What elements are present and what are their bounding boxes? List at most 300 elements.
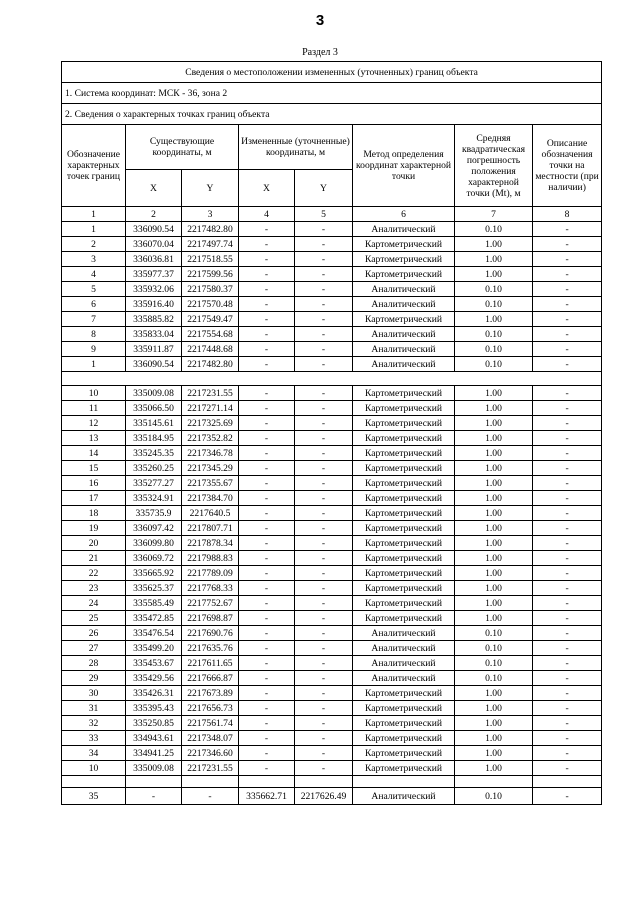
existing-x: 336099.80 xyxy=(126,536,182,551)
table-row xyxy=(62,581,602,596)
accuracy-mt: 1.00 xyxy=(455,252,533,267)
table-row xyxy=(62,701,602,716)
group-separator xyxy=(62,372,602,386)
changed-x: - xyxy=(239,701,295,716)
point-description: - xyxy=(533,731,602,746)
point-designation: 10 xyxy=(62,761,126,776)
table-row xyxy=(62,282,602,297)
accuracy-mt: 1.00 xyxy=(455,536,533,551)
point-description: - xyxy=(533,491,602,506)
table-row xyxy=(62,342,602,357)
point-designation: 14 xyxy=(62,446,126,461)
existing-y: 2217448.68 xyxy=(182,342,239,357)
changed-x: - xyxy=(239,327,295,342)
existing-y: 2217599.56 xyxy=(182,267,239,282)
existing-y: 2217656.73 xyxy=(182,701,239,716)
accuracy-mt: 0.10 xyxy=(455,357,533,372)
point-description: - xyxy=(533,237,602,252)
changed-y: - xyxy=(295,416,353,431)
determination-method: Картометрический xyxy=(353,596,455,611)
accuracy-mt: 0.10 xyxy=(455,327,533,342)
existing-x: 335833.04 xyxy=(126,327,182,342)
accuracy-mt: 0.10 xyxy=(455,641,533,656)
table-row xyxy=(62,521,602,536)
determination-method: Картометрический xyxy=(353,491,455,506)
determination-method: Картометрический xyxy=(353,551,455,566)
determination-method: Картометрический xyxy=(353,521,455,536)
changed-x: - xyxy=(239,237,295,252)
existing-y: 2217348.07 xyxy=(182,731,239,746)
points-group-1 xyxy=(62,222,602,372)
header-accuracy: Средняя квадратическая погрешность положения характерной точки (Mt), м xyxy=(455,125,533,207)
existing-x: 334943.61 xyxy=(126,731,182,746)
group-separator xyxy=(62,776,602,788)
table-row xyxy=(62,222,602,237)
existing-x: 335260.25 xyxy=(126,461,182,476)
point-designation: 32 xyxy=(62,716,126,731)
accuracy-mt: 1.00 xyxy=(455,431,533,446)
header-changed-x: X xyxy=(239,170,295,207)
column-number: 2 xyxy=(126,207,182,222)
changed-x: - xyxy=(239,641,295,656)
changed-y: - xyxy=(295,716,353,731)
point-description: - xyxy=(533,222,602,237)
existing-x: 335916.40 xyxy=(126,297,182,312)
changed-y: - xyxy=(295,357,353,372)
table-row xyxy=(62,431,602,446)
changed-x: - xyxy=(239,267,295,282)
existing-x: 335911.87 xyxy=(126,342,182,357)
existing-y: 2217666.87 xyxy=(182,671,239,686)
existing-x: - xyxy=(126,788,182,805)
point-description: - xyxy=(533,431,602,446)
accuracy-mt: 0.10 xyxy=(455,656,533,671)
determination-method: Картометрический xyxy=(353,401,455,416)
point-designation: 1 xyxy=(62,222,126,237)
changed-x: - xyxy=(239,461,295,476)
changed-x: - xyxy=(239,476,295,491)
column-number-row xyxy=(62,207,602,222)
point-description: - xyxy=(533,596,602,611)
changed-x: - xyxy=(239,551,295,566)
column-number: 8 xyxy=(533,207,602,222)
existing-y: 2217752.67 xyxy=(182,596,239,611)
point-designation: 22 xyxy=(62,566,126,581)
changed-x: - xyxy=(239,686,295,701)
changed-x: - xyxy=(239,731,295,746)
accuracy-mt: 1.00 xyxy=(455,506,533,521)
existing-x: 335145.61 xyxy=(126,416,182,431)
existing-y: 2217231.55 xyxy=(182,386,239,401)
existing-y: 2217346.60 xyxy=(182,746,239,761)
accuracy-mt: 1.00 xyxy=(455,386,533,401)
determination-method: Картометрический xyxy=(353,701,455,716)
point-designation: 8 xyxy=(62,327,126,342)
changed-x: - xyxy=(239,416,295,431)
existing-y: 2217561.74 xyxy=(182,716,239,731)
changed-x: - xyxy=(239,656,295,671)
point-designation: 15 xyxy=(62,461,126,476)
existing-x: 335395.43 xyxy=(126,701,182,716)
point-designation: 16 xyxy=(62,476,126,491)
changed-y: - xyxy=(295,566,353,581)
accuracy-mt: 0.10 xyxy=(455,282,533,297)
determination-method: Картометрический xyxy=(353,416,455,431)
table-row xyxy=(62,446,602,461)
determination-method: Картометрический xyxy=(353,581,455,596)
determination-method: Картометрический xyxy=(353,686,455,701)
changed-x: - xyxy=(239,566,295,581)
existing-y: 2217640.5 xyxy=(182,506,239,521)
determination-method: Картометрический xyxy=(353,312,455,327)
point-description: - xyxy=(533,641,602,656)
point-description: - xyxy=(533,506,602,521)
existing-x: 334941.25 xyxy=(126,746,182,761)
changed-y: - xyxy=(295,222,353,237)
existing-x: 335665.92 xyxy=(126,566,182,581)
table-row xyxy=(62,731,602,746)
changed-y: - xyxy=(295,446,353,461)
column-number: 1 xyxy=(62,207,126,222)
changed-y: - xyxy=(295,506,353,521)
table-row xyxy=(62,671,602,686)
table-row xyxy=(62,656,602,671)
point-description: - xyxy=(533,566,602,581)
existing-y: 2217497.74 xyxy=(182,237,239,252)
table-row xyxy=(62,596,602,611)
header-existing-y: Y xyxy=(182,170,239,207)
changed-x: - xyxy=(239,312,295,327)
determination-method: Аналитический xyxy=(353,342,455,357)
blank-cell xyxy=(182,776,239,788)
determination-method: Картометрический xyxy=(353,506,455,521)
point-designation: 4 xyxy=(62,267,126,282)
existing-y: 2217554.68 xyxy=(182,327,239,342)
accuracy-mt: 0.10 xyxy=(455,788,533,805)
existing-x: 336090.54 xyxy=(126,357,182,372)
blank-row xyxy=(62,372,602,386)
table-row xyxy=(62,416,602,431)
header-existing-x: X xyxy=(126,170,182,207)
existing-y: 2217384.70 xyxy=(182,491,239,506)
determination-method: Аналитический xyxy=(353,327,455,342)
existing-y: 2217482.80 xyxy=(182,357,239,372)
determination-method: Картометрический xyxy=(353,252,455,267)
table-row xyxy=(62,461,602,476)
point-description: - xyxy=(533,788,602,805)
point-designation: 5 xyxy=(62,282,126,297)
changed-x: - xyxy=(239,761,295,776)
determination-method: Картометрический xyxy=(353,237,455,252)
accuracy-mt: 1.00 xyxy=(455,701,533,716)
existing-y: 2217346.78 xyxy=(182,446,239,461)
existing-x: 335885.82 xyxy=(126,312,182,327)
point-designation: 35 xyxy=(62,788,126,805)
accuracy-mt: 1.00 xyxy=(455,761,533,776)
table-title: Сведения о местоположении измененных (уточненных) границ объекта xyxy=(62,62,602,83)
point-description: - xyxy=(533,746,602,761)
point-designation: 19 xyxy=(62,521,126,536)
point-description: - xyxy=(533,327,602,342)
point-designation: 30 xyxy=(62,686,126,701)
changed-y: - xyxy=(295,282,353,297)
point-description: - xyxy=(533,401,602,416)
changed-y: - xyxy=(295,731,353,746)
existing-y: 2217789.09 xyxy=(182,566,239,581)
point-description: - xyxy=(533,761,602,776)
existing-x: 336036.81 xyxy=(126,252,182,267)
table-row xyxy=(62,611,602,626)
changed-x: - xyxy=(239,536,295,551)
existing-x: 335453.67 xyxy=(126,656,182,671)
table-row xyxy=(62,506,602,521)
changed-y: - xyxy=(295,521,353,536)
table-row xyxy=(62,686,602,701)
determination-method: Картометрический xyxy=(353,476,455,491)
determination-method: Картометрический xyxy=(353,461,455,476)
point-designation: 7 xyxy=(62,312,126,327)
existing-x: 335009.08 xyxy=(126,761,182,776)
changed-y: - xyxy=(295,401,353,416)
point-description: - xyxy=(533,521,602,536)
point-designation: 27 xyxy=(62,641,126,656)
existing-y: 2217673.89 xyxy=(182,686,239,701)
point-description: - xyxy=(533,671,602,686)
point-designation: 1 xyxy=(62,357,126,372)
changed-y: - xyxy=(295,626,353,641)
table-row xyxy=(62,386,602,401)
table-row xyxy=(62,312,602,327)
blank-cell xyxy=(353,776,455,788)
accuracy-mt: 1.00 xyxy=(455,312,533,327)
changed-y: - xyxy=(295,596,353,611)
accuracy-mt: 1.00 xyxy=(455,476,533,491)
point-designation: 3 xyxy=(62,252,126,267)
accuracy-mt: 0.10 xyxy=(455,222,533,237)
changed-y: - xyxy=(295,386,353,401)
column-number: 6 xyxy=(353,207,455,222)
changed-y: - xyxy=(295,656,353,671)
accuracy-mt: 1.00 xyxy=(455,446,533,461)
accuracy-mt: 0.10 xyxy=(455,626,533,641)
header-changed-y: Y xyxy=(295,170,353,207)
point-designation: 9 xyxy=(62,342,126,357)
changed-y: 2217626.49 xyxy=(295,788,353,805)
existing-x: 335184.95 xyxy=(126,431,182,446)
point-designation: 33 xyxy=(62,731,126,746)
existing-y: - xyxy=(182,788,239,805)
column-number: 5 xyxy=(295,207,353,222)
table-row xyxy=(62,491,602,506)
changed-y: - xyxy=(295,581,353,596)
existing-y: 2217768.33 xyxy=(182,581,239,596)
changed-x: - xyxy=(239,222,295,237)
blank-cell xyxy=(62,776,126,788)
determination-method: Картометрический xyxy=(353,431,455,446)
accuracy-mt: 1.00 xyxy=(455,596,533,611)
existing-x: 335250.85 xyxy=(126,716,182,731)
accuracy-mt: 0.10 xyxy=(455,297,533,312)
table-row xyxy=(62,476,602,491)
existing-x: 335932.06 xyxy=(126,282,182,297)
point-designation: 11 xyxy=(62,401,126,416)
determination-method: Картометрический xyxy=(353,746,455,761)
point-description: - xyxy=(533,536,602,551)
changed-y: - xyxy=(295,237,353,252)
existing-x: 335977.37 xyxy=(126,267,182,282)
point-description: - xyxy=(533,611,602,626)
changed-y: - xyxy=(295,536,353,551)
point-description: - xyxy=(533,701,602,716)
existing-x: 335476.54 xyxy=(126,626,182,641)
determination-method: Аналитический xyxy=(353,222,455,237)
determination-method: Аналитический xyxy=(353,282,455,297)
changed-y: - xyxy=(295,431,353,446)
determination-method: Картометрический xyxy=(353,386,455,401)
accuracy-mt: 1.00 xyxy=(455,416,533,431)
table-row xyxy=(62,237,602,252)
determination-method: Аналитический xyxy=(353,788,455,805)
accuracy-mt: 1.00 xyxy=(455,746,533,761)
point-description: - xyxy=(533,297,602,312)
existing-x: 335324.91 xyxy=(126,491,182,506)
point-description: - xyxy=(533,656,602,671)
accuracy-mt: 1.00 xyxy=(455,686,533,701)
point-description: - xyxy=(533,342,602,357)
table-row xyxy=(62,401,602,416)
accuracy-mt: 1.00 xyxy=(455,611,533,626)
accuracy-mt: 1.00 xyxy=(455,731,533,746)
point-description: - xyxy=(533,282,602,297)
accuracy-mt: 1.00 xyxy=(455,551,533,566)
changed-x: - xyxy=(239,671,295,686)
changed-x: - xyxy=(239,431,295,446)
existing-x: 336090.54 xyxy=(126,222,182,237)
existing-y: 2217690.76 xyxy=(182,626,239,641)
existing-y: 2217570.48 xyxy=(182,297,239,312)
coordinate-system: 1. Система координат: МСК - 36, зона 2 xyxy=(62,83,602,104)
accuracy-mt: 1.00 xyxy=(455,581,533,596)
point-description: - xyxy=(533,581,602,596)
existing-y: 2217325.69 xyxy=(182,416,239,431)
existing-x: 335277.27 xyxy=(126,476,182,491)
existing-y: 2217271.14 xyxy=(182,401,239,416)
existing-x: 336069.72 xyxy=(126,551,182,566)
accuracy-mt: 1.00 xyxy=(455,716,533,731)
existing-x: 335735.9 xyxy=(126,506,182,521)
existing-y: 2217988.83 xyxy=(182,551,239,566)
point-designation: 28 xyxy=(62,656,126,671)
changed-x: - xyxy=(239,491,295,506)
point-designation: 26 xyxy=(62,626,126,641)
point-designation: 20 xyxy=(62,536,126,551)
column-number: 7 xyxy=(455,207,533,222)
table-row xyxy=(62,788,602,805)
existing-y: 2217355.67 xyxy=(182,476,239,491)
existing-y: 2217878.34 xyxy=(182,536,239,551)
accuracy-mt: 1.00 xyxy=(455,267,533,282)
changed-y: - xyxy=(295,297,353,312)
existing-y: 2217352.82 xyxy=(182,431,239,446)
determination-method: Картометрический xyxy=(353,731,455,746)
table-row xyxy=(62,327,602,342)
table-row xyxy=(62,252,602,267)
changed-x: - xyxy=(239,357,295,372)
point-description: - xyxy=(533,626,602,641)
determination-method: Аналитический xyxy=(353,357,455,372)
point-designation: 12 xyxy=(62,416,126,431)
section-label: Раздел 3 xyxy=(302,47,338,58)
determination-method: Картометрический xyxy=(353,267,455,282)
existing-y: 2217635.76 xyxy=(182,641,239,656)
changed-y: - xyxy=(295,746,353,761)
changed-y: - xyxy=(295,491,353,506)
existing-y: 2217345.29 xyxy=(182,461,239,476)
point-description: - xyxy=(533,267,602,282)
changed-x: - xyxy=(239,446,295,461)
changed-y: - xyxy=(295,611,353,626)
point-designation: 29 xyxy=(62,671,126,686)
changed-x: - xyxy=(239,746,295,761)
existing-y: 2217611.65 xyxy=(182,656,239,671)
existing-x: 335472.85 xyxy=(126,611,182,626)
header-changed-coords: Измененные (уточненные) координаты, м xyxy=(239,125,353,170)
existing-y: 2217807.71 xyxy=(182,521,239,536)
existing-x: 335009.08 xyxy=(126,386,182,401)
existing-y: 2217231.55 xyxy=(182,761,239,776)
point-description: - xyxy=(533,386,602,401)
accuracy-mt: 1.00 xyxy=(455,521,533,536)
point-designation: 10 xyxy=(62,386,126,401)
determination-method: Картометрический xyxy=(353,761,455,776)
accuracy-mt: 1.00 xyxy=(455,461,533,476)
point-designation: 23 xyxy=(62,581,126,596)
changed-x: - xyxy=(239,401,295,416)
table-row xyxy=(62,716,602,731)
header-method: Метод определения координат характерной точки xyxy=(353,125,455,207)
boundary-points-table xyxy=(61,61,602,805)
point-designation: 18 xyxy=(62,506,126,521)
changed-y: - xyxy=(295,551,353,566)
existing-x: 335625.37 xyxy=(126,581,182,596)
changed-y: - xyxy=(295,267,353,282)
point-designation: 2 xyxy=(62,237,126,252)
changed-x: - xyxy=(239,297,295,312)
determination-method: Аналитический xyxy=(353,656,455,671)
blank-cell xyxy=(126,776,182,788)
accuracy-mt: 1.00 xyxy=(455,401,533,416)
changed-x: - xyxy=(239,506,295,521)
point-designation: 13 xyxy=(62,431,126,446)
changed-x: - xyxy=(239,596,295,611)
point-description: - xyxy=(533,716,602,731)
changed-y: - xyxy=(295,761,353,776)
determination-method: Аналитический xyxy=(353,626,455,641)
accuracy-mt: 1.00 xyxy=(455,237,533,252)
column-number: 3 xyxy=(182,207,239,222)
point-description: - xyxy=(533,551,602,566)
point-description: - xyxy=(533,357,602,372)
table-row xyxy=(62,357,602,372)
point-designation: 25 xyxy=(62,611,126,626)
existing-y: 2217518.55 xyxy=(182,252,239,267)
column-number: 4 xyxy=(239,207,295,222)
changed-y: - xyxy=(295,671,353,686)
existing-y: 2217549.47 xyxy=(182,312,239,327)
changed-x: - xyxy=(239,716,295,731)
blank-cell xyxy=(239,776,295,788)
existing-x: 335499.20 xyxy=(126,641,182,656)
